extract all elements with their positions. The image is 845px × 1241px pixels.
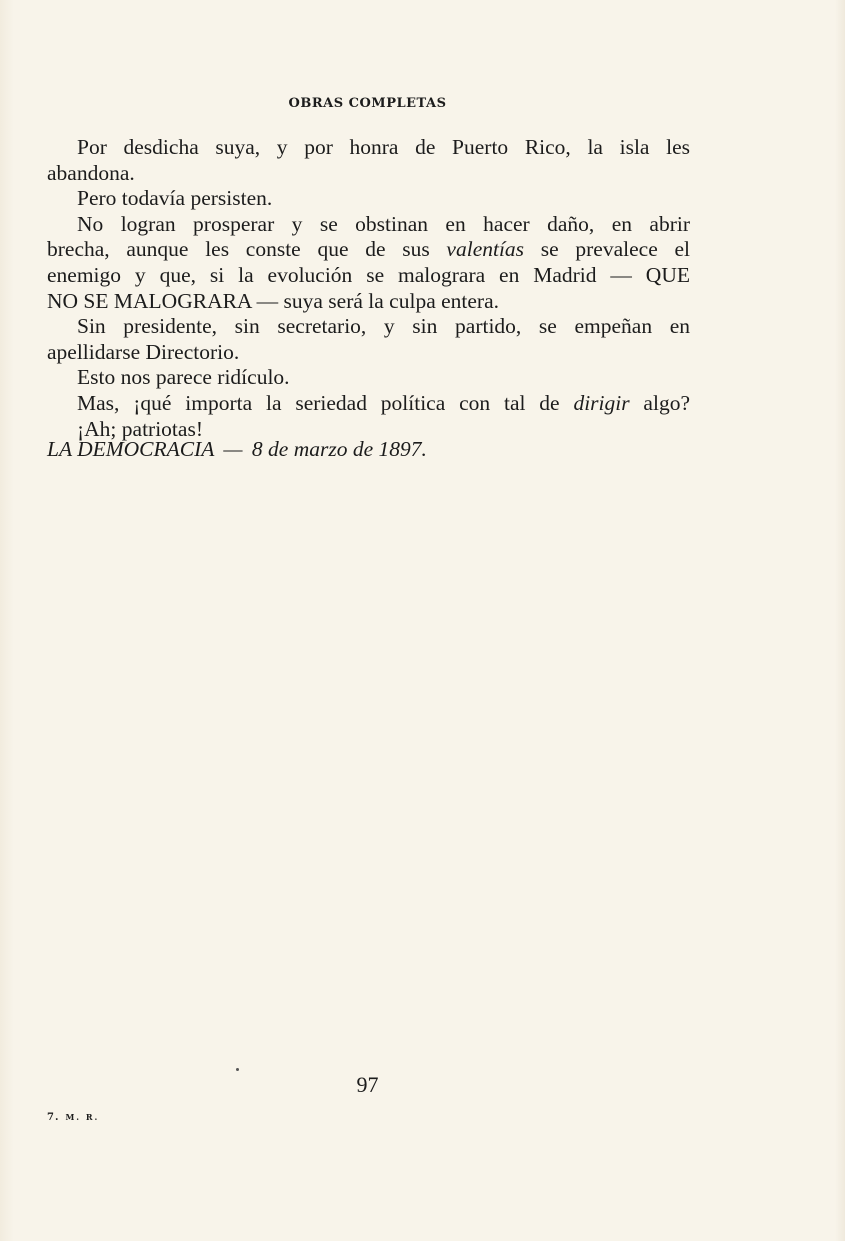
paragraph-3-line-3: enemigo y que, si la evolución se malograra en Madrid — QUE	[47, 262, 690, 287]
source-citation	[47, 436, 690, 462]
paragraph-3-line-2-start: brecha, aunque les conste que de sus	[47, 237, 447, 262]
running-head: OBRAS COMPLETAS	[288, 96, 447, 111]
source-dash: —	[223, 437, 243, 461]
paragraph-6-line-1	[47, 391, 690, 417]
paragraph-6-line-1-end: algo?	[629, 390, 690, 415]
paragraph-2-line-1: Pero todavía persisten.	[77, 186, 273, 211]
paragraph-6-line-1-start: Mas, ¡qué importa la seriedad política con tal de	[77, 390, 574, 415]
body-text	[47, 135, 690, 442]
source-date: 8 de marzo de 1897.	[251, 437, 427, 461]
paragraph-3-line-1: No logran prosperar y se obstinan en hacer daño, en abrir	[77, 211, 690, 236]
emphasis-dirigir: dirigir	[573, 390, 630, 415]
source-publication: LA DEMOCRACIA	[47, 437, 215, 461]
page-number: 97	[356, 1072, 379, 1097]
signature-initials: M. R.	[65, 1112, 100, 1122]
paragraph-7-line-1: ¡Ah; patriotas!	[77, 416, 203, 441]
signature-number: 7.	[47, 1112, 60, 1123]
signature-mark	[47, 1112, 99, 1123]
paragraph-4-line-2: apellidarse Directorio.	[47, 339, 240, 364]
paragraph-3-line-4: NO SE MALOGRARA — suya será la culpa entera.	[47, 288, 500, 313]
paragraph-3-line-2-end: se prevalece el	[524, 237, 690, 262]
paragraph-4-line-1: Sin presidente, sin secretario, y sin partido, se empeñan en	[77, 314, 690, 339]
paragraph-1-line-2: abandona.	[47, 160, 135, 185]
paragraph-5-line-1: Esto nos parece ridículo.	[77, 365, 290, 390]
paragraph-3-line-2	[47, 237, 690, 263]
print-speck	[236, 1068, 239, 1071]
paragraph-1-line-1: Por desdicha suya, y por honra de Puerto Rico, la isla les	[77, 135, 690, 159]
emphasis-valentias: valentías	[446, 237, 525, 262]
